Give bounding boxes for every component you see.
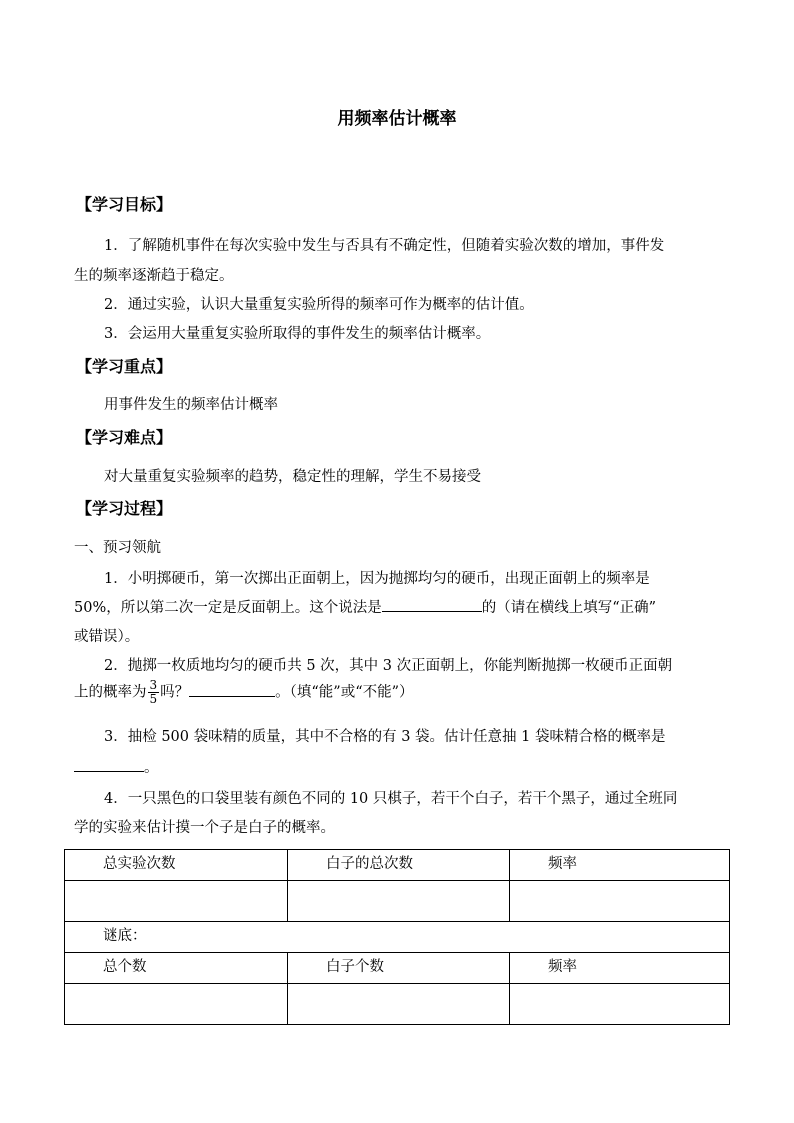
question-3-answer-blank[interactable] xyxy=(74,757,144,772)
question-3-line-2 xyxy=(74,756,159,777)
cell-white-total-input[interactable] xyxy=(288,881,510,922)
question-1-line-1: 1．小明掷硬币，第一次掷出正面朝上，因为抛掷均匀的硬币，出现正面朝上的频率是 xyxy=(104,571,650,587)
cell-frequency-input-1[interactable] xyxy=(510,881,730,922)
goal-item-1-line-1: 1．了解随机事件在每次实验中发生与否具有不确定性，但随着实验次数的增加，事件发 xyxy=(104,238,665,254)
question-2-line-1: 2．抛掷一枚质地均匀的硬币共 5 次，其中 3 次正面朝上，你能判断抛掷一枚硬币正面朝 xyxy=(104,658,673,674)
table-header-row-1 xyxy=(65,850,730,881)
difficulty-heading: 【学习难点】 xyxy=(76,428,173,447)
question-3-line-1: 3．抽检 500 袋味精的质量，其中不合格的有 3 袋。估计任意抽 1 袋味精合格的概率是 xyxy=(104,729,666,745)
header-white-total: 白子的总次数 xyxy=(288,850,510,881)
goal-item-2: 2．通过实验，认识大量重复实验所得的频率可作为概率的估计值。 xyxy=(104,297,534,313)
cell-frequency-input-2[interactable] xyxy=(510,984,730,1025)
focus-heading: 【学习重点】 xyxy=(76,357,173,376)
page-title: 用频率估计概率 xyxy=(337,109,457,129)
goal-item-1-line-2: 生的频率逐渐趋于稳定。 xyxy=(74,268,234,284)
goal-item-3: 3．会运用大量重复实验所取得的事件发生的频率估计概率。 xyxy=(104,326,491,342)
focus-text: 用事件发生的频率估计概率 xyxy=(104,397,278,413)
preview-subheading: 一、预习领航 xyxy=(74,540,161,556)
table-row-input-2 xyxy=(65,984,730,1025)
table-row-answer-label xyxy=(65,922,730,953)
goals-heading: 【学习目标】 xyxy=(76,195,173,214)
experiment-table xyxy=(64,849,730,1025)
question-2-text-b: 吗？ xyxy=(160,684,190,701)
header-total-count: 总个数 xyxy=(65,953,288,984)
question-2-answer-blank[interactable] xyxy=(189,682,275,697)
process-heading: 【学习过程】 xyxy=(76,499,173,518)
question-1-line-2 xyxy=(74,596,656,617)
header-total-trials: 总实验次数 xyxy=(65,850,288,881)
table-header-row-2 xyxy=(65,953,730,984)
table-row-input-1 xyxy=(65,881,730,922)
question-2-text-a: 上的概率为 xyxy=(74,684,147,701)
question-3-text-end: 。 xyxy=(144,760,159,776)
question-2-text-c: 。（填“能”或“不能”） xyxy=(275,684,414,701)
question-4-line-2: 学的实验来估计摸一个子是白子的概率。 xyxy=(74,820,335,836)
cell-white-count-input[interactable] xyxy=(288,984,510,1025)
cell-total-trials-input[interactable] xyxy=(65,881,288,922)
fraction-numerator: 3 xyxy=(149,678,158,692)
fraction-three-fifths xyxy=(148,679,160,706)
header-frequency-1: 频率 xyxy=(510,850,730,881)
question-1-text-a: 50%，所以第二次一定是反面朝上。这个说法是 xyxy=(74,600,382,616)
question-1-answer-blank[interactable] xyxy=(382,597,482,612)
answer-label: 谜底： xyxy=(65,922,730,953)
header-white-count: 白子个数 xyxy=(288,953,510,984)
cell-total-count-input[interactable] xyxy=(65,984,288,1025)
fraction-denominator: 5 xyxy=(149,692,158,706)
difficulty-text: 对大量重复实验频率的趋势，稳定性的理解，学生不易接受 xyxy=(104,469,481,485)
question-1-text-b: 的（请在横线上填写“正确” xyxy=(481,600,657,616)
header-frequency-2: 频率 xyxy=(510,953,730,984)
question-2-line-2 xyxy=(74,679,414,706)
question-4-line-1: 4．一只黑色的口袋里装有颜色不同的 10 只棋子，若干个白子，若干个黑子，通过全班同 xyxy=(104,791,678,807)
question-1-line-3: 或错误）。 xyxy=(74,629,140,645)
